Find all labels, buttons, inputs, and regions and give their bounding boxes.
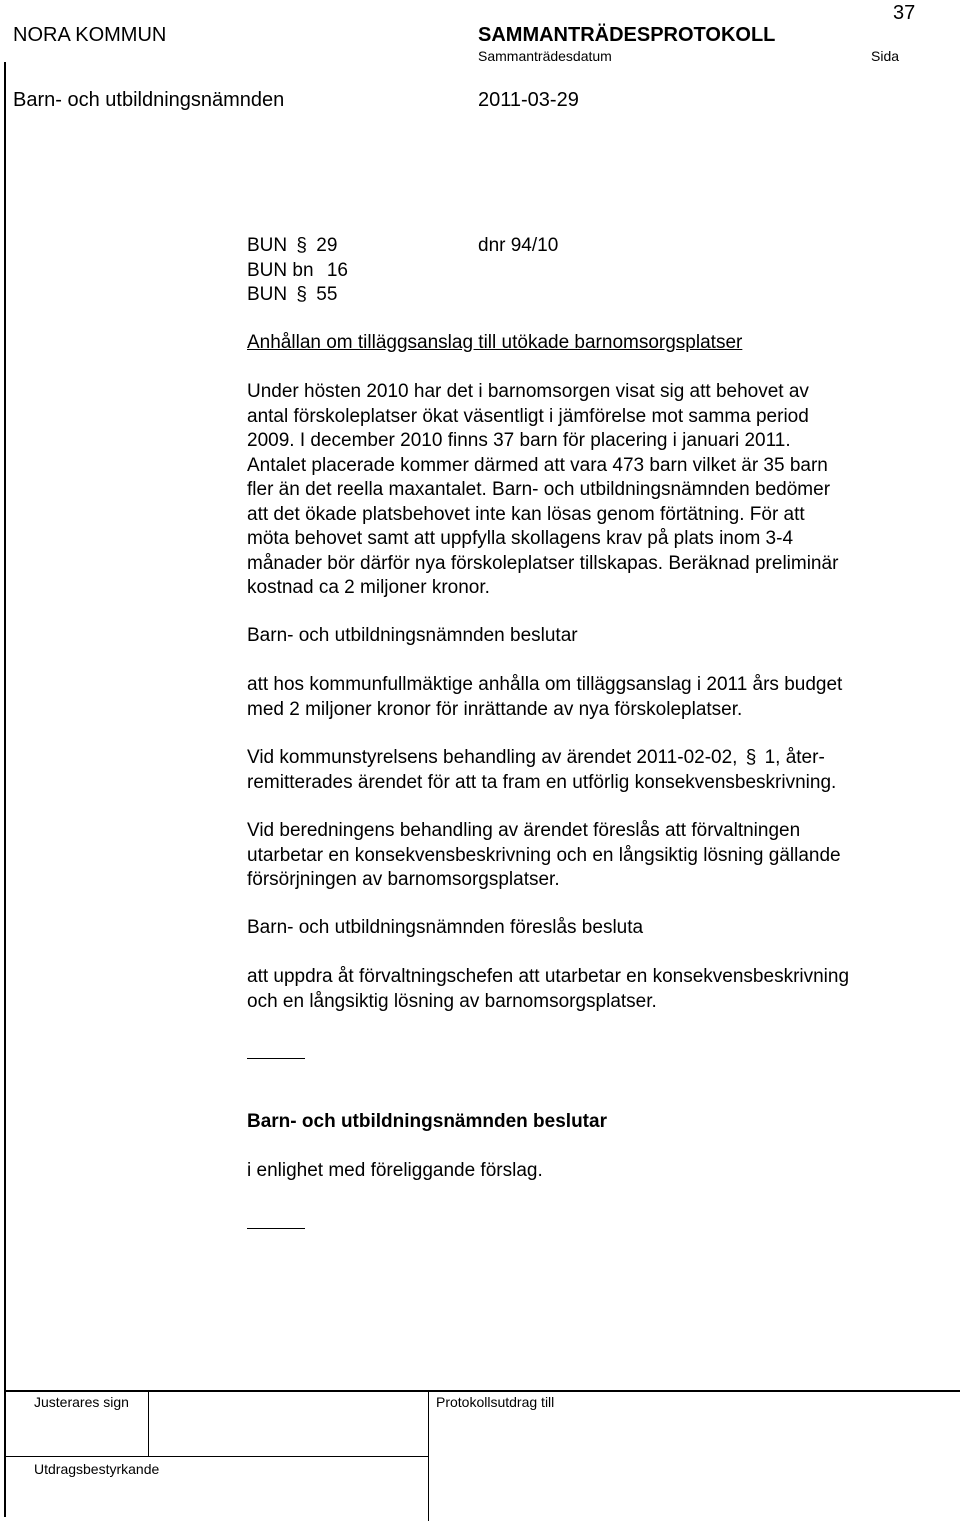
board-decides-heading: Barn- och utbildningsnämnden beslutar	[247, 625, 578, 646]
page-number: 37	[893, 2, 916, 24]
ref-prefix: BUN	[247, 284, 288, 305]
page-label: Sida	[871, 48, 900, 64]
paragraph-line: med 2 miljoner kronor för inrättande av nya förskoleplatser.	[247, 698, 743, 720]
background-paragraph	[247, 380, 838, 601]
proposal-heading: Barn- och utbildningsnämnden föreslås besluta	[247, 917, 644, 938]
item-title: Anhållan om tilläggsanslag till utökade barnomsorgsplatser	[247, 332, 743, 353]
reference-line-1	[247, 234, 337, 259]
paragraph-line: utarbetar en konsekvensbeskrivning och en långsiktig lösning gällande	[247, 844, 841, 866]
paragraph-line: möta behovet samt att uppfylla skollagens krav på plats inom 3-4	[247, 528, 794, 549]
paragraph-line: remitterades ärendet för att ta fram en utförlig konsekvensbeskrivning.	[247, 771, 837, 793]
ref-number: 29	[316, 235, 338, 256]
paragraph-line: Antalet placerade kommer därmed att vara 473 barn vilket är 35 barn	[247, 454, 828, 476]
document-type: SAMMANTRÄDESPROTOKOLL	[478, 24, 776, 46]
paragraph-line: och en långsiktig lösning av barnomsorgsplatser.	[247, 990, 657, 1012]
protokollsutdrag-label: Protokollsutdrag till	[436, 1394, 555, 1410]
decision-text: i enlighet med föreliggande förslag.	[247, 1160, 543, 1181]
justerares-sign-label: Justerares sign	[34, 1394, 129, 1410]
decision-text-1	[247, 673, 842, 722]
paragraph-line: antal förskoleplatser ökat väsentligt i jämförelse mot samma period	[247, 405, 809, 427]
section-sign-icon: §	[745, 747, 757, 768]
separator-line	[247, 1228, 305, 1229]
paragraph-line: försörjningen av barnomsorgsplatser.	[247, 869, 560, 890]
paragraph-line: fler än det reella maxantalet. Barn- och utbildningsnämnden bedömer	[247, 479, 831, 500]
paragraph-line	[247, 746, 836, 771]
paragraph-text: Vid kommunstyrelsens behandling av ärendet 2011-02-02,	[247, 747, 738, 768]
paragraph-line: att hos kommunfullmäktige anhålla om tilläggsanslag i 2011 års budget	[247, 674, 843, 695]
reference-line-3	[247, 283, 337, 308]
meeting-date-label: Sammanträdesdatum	[478, 48, 612, 64]
footer-mid-rule	[4, 1456, 429, 1457]
diary-number: dnr 94/10	[478, 235, 559, 256]
section-sign-icon: §	[296, 235, 307, 256]
paragraph-line: att det ökade platsbehovet inte kan lösas genom förtätning. För att	[247, 503, 805, 525]
ref-prefix: BUN	[247, 235, 288, 256]
left-margin-rule	[4, 62, 6, 1517]
paragraph-line: att uppdra åt förvaltningschefen att utarbetar en konsekvensbeskrivning	[247, 966, 850, 987]
ks-handling-paragraph	[247, 746, 836, 795]
paragraph-line: kostnad ca 2 miljoner kronor.	[247, 577, 490, 598]
separator-line	[247, 1058, 305, 1059]
reference-line-2	[247, 259, 348, 284]
board-name: Barn- och utbildningsnämnden	[13, 89, 285, 111]
decision-heading: Barn- och utbildningsnämnden beslutar	[247, 1111, 607, 1132]
proposal-text	[247, 965, 849, 1014]
section-sign-icon: §	[296, 284, 307, 305]
utdragsbestyrkande-label: Utdragsbestyrkande	[34, 1461, 160, 1477]
meeting-date: 2011-03-29	[478, 89, 579, 111]
paragraph-text: 1, åter-	[764, 747, 825, 768]
ref-number: 16	[326, 260, 348, 281]
paragraph-line: Under hösten 2010 har det i barnomsorgen visat sig att behovet av	[247, 381, 809, 402]
paragraph-line: månader bör därför nya förskoleplatser tillskapas. Beräknad preliminär	[247, 552, 839, 574]
paragraph-line: Vid beredningens behandling av ärendet föreslås att förvaltningen	[247, 820, 801, 841]
paragraph-line: 2009. I december 2010 finns 37 barn för placering i januari 2011.	[247, 430, 791, 451]
municipality-name: NORA KOMMUN	[13, 24, 167, 46]
preparation-paragraph	[247, 819, 841, 893]
ref-number: 55	[316, 284, 338, 305]
footer-divider	[148, 1391, 149, 1457]
ref-prefix: BUN bn	[247, 260, 314, 281]
